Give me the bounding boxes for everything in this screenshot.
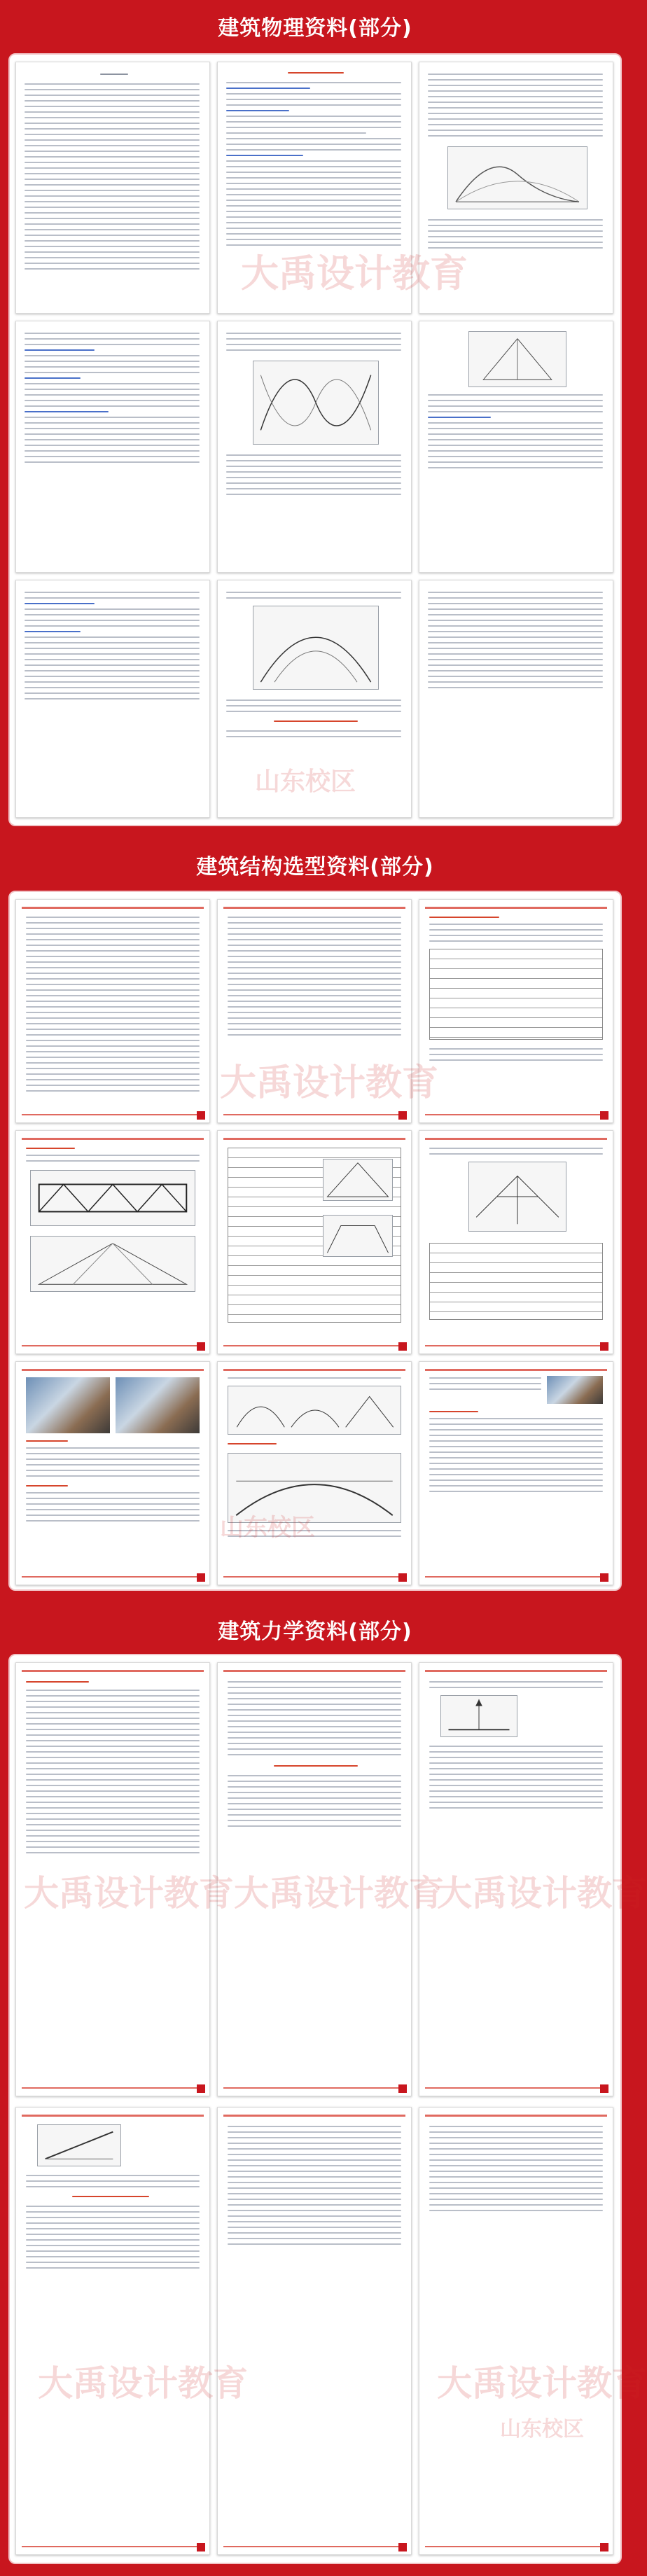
sun-path-chart-figure bbox=[447, 146, 587, 209]
page-number-badge bbox=[398, 1111, 407, 1120]
page-number-badge bbox=[398, 2084, 407, 2093]
roof-structure-figure bbox=[30, 1236, 195, 1292]
page-number-badge bbox=[600, 2543, 608, 2551]
section-title: 建筑力学资料(部分) bbox=[218, 1620, 412, 1644]
section-banner-physics bbox=[0, 6, 630, 46]
truss-figure bbox=[323, 1215, 393, 1257]
document-page bbox=[15, 1662, 210, 2096]
document-page bbox=[15, 2107, 210, 2555]
section-title: 建筑物理资料(部分) bbox=[218, 16, 412, 41]
document-page bbox=[419, 1662, 613, 2096]
document-page bbox=[15, 899, 210, 1123]
section-banner-mechanics bbox=[0, 1609, 630, 1650]
document-page bbox=[419, 899, 613, 1123]
arch-types-figure bbox=[228, 1386, 401, 1435]
document-page bbox=[419, 321, 613, 573]
page-number-badge bbox=[398, 1342, 407, 1351]
document-page bbox=[419, 2107, 613, 2555]
section-title: 建筑结构选型资料(部分) bbox=[196, 855, 434, 879]
preview-panel-physics bbox=[8, 53, 622, 826]
document-page bbox=[15, 1130, 210, 1354]
document-page bbox=[217, 1130, 412, 1354]
preview-panel-structure bbox=[8, 891, 622, 1591]
document-page bbox=[419, 1130, 613, 1354]
building-photo bbox=[547, 1376, 603, 1404]
truss-figure bbox=[30, 1170, 195, 1226]
document-page bbox=[217, 62, 412, 314]
curve-chart-figure bbox=[253, 606, 379, 690]
page-number-badge bbox=[197, 1342, 205, 1351]
document-page bbox=[217, 899, 412, 1123]
document-page bbox=[217, 1361, 412, 1585]
document-page bbox=[15, 1361, 210, 1585]
force-diagram-figure bbox=[440, 1695, 517, 1737]
section-banner-structure bbox=[0, 844, 630, 885]
page-number-badge bbox=[600, 1111, 608, 1120]
document-page bbox=[217, 321, 412, 573]
page-number-badge bbox=[398, 2543, 407, 2551]
document-page bbox=[217, 1662, 412, 2096]
force-diagram-figure bbox=[37, 2124, 121, 2166]
document-page bbox=[15, 321, 210, 573]
page-number-badge bbox=[197, 2543, 205, 2551]
page-number-badge bbox=[398, 1573, 407, 1582]
arch-bridge-figure bbox=[228, 1453, 401, 1523]
space-frame-figure bbox=[468, 1162, 566, 1232]
table-figure bbox=[429, 1243, 603, 1320]
geometry-figure bbox=[468, 331, 566, 387]
document-page bbox=[217, 580, 412, 818]
page-number-badge bbox=[197, 1111, 205, 1120]
document-page bbox=[217, 2107, 412, 2555]
document-page bbox=[15, 62, 210, 314]
building-photo bbox=[26, 1377, 110, 1433]
truss-figure bbox=[323, 1159, 393, 1201]
document-page bbox=[15, 580, 210, 818]
wave-chart-figure bbox=[253, 361, 379, 445]
document-page bbox=[419, 62, 613, 314]
page-number-badge bbox=[197, 2084, 205, 2093]
document-page bbox=[419, 1361, 613, 1585]
page-number-badge bbox=[600, 1573, 608, 1582]
page-number-badge bbox=[600, 1342, 608, 1351]
page-number-badge bbox=[600, 2084, 608, 2093]
page-number-badge bbox=[197, 1573, 205, 1582]
building-photo bbox=[116, 1377, 200, 1433]
preview-panel-mechanics bbox=[8, 1654, 622, 2564]
document-page bbox=[419, 580, 613, 818]
table-figure bbox=[429, 949, 603, 1040]
